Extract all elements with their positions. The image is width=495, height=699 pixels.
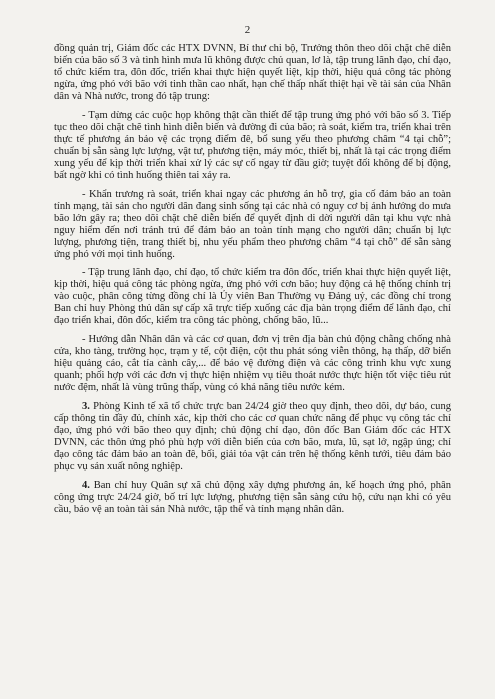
paragraph-item-3 — [54, 401, 451, 473]
paragraph-text: Phòng Kinh tế xã tổ chức trực ban 24/24 giờ theo quy định, theo dõi, dự báo, cung cấp thông tin đầy đủ, chính xác, kịp thời cho các cơ quan chức năng để phục vụ công tác chỉ đạo, ứng phó với bão theo quy định; chủ động chỉ đạo, đôn đốc Ban Giám đốc các HTX DVNN, các thôn ứng phó phù hợp với diễn biến của cơn bão, mưa, lũ, sạt lở, ngập úng; chỉ đạo công tác đảm bảo an toàn đê, bối, giải tỏa vật cản trên hệ thống kênh tưới, tiêu đảm bảo phục vụ sản xuất nông nghiệp. — [54, 400, 451, 472]
paragraph-text: - Tạm dừng các cuộc họp không thật cần thiết để tập trung ứng phó với bão số 3. Tiếp tục theo dõi chặt chẽ tình hình diễn biến và đường đi của bão; rà soát, kiểm tra, triển khai trên thực tế phương án bảo vệ các trọng điểm đê, bổ sung yếu theo phương châm “4 tại chỗ”; chuẩn bị sẵn sàng lực lượng, vật tư, phương tiện, máy móc, thiết bị, nhất là tại các trọng điểm xung yếu để kịp thời triển khai xử lý các sự cố ngay từ đầu giờ; tuyệt đối không để bị động, bất ngờ khi có tình huống thiên tai xảy ra. — [54, 109, 451, 181]
paragraph-bullet-evacuation — [54, 189, 451, 261]
paragraph-text: - Hướng dẫn Nhân dân và các cơ quan, đơn vị trên địa bàn chủ động chằng chống nhà cửa, kho tàng, trường học, trạm y tế, cột điện, cột thu phát sóng viễn thông, hạ thấp, dỡ biển hiệu quảng cáo, cắt tỉa cành cây,... để bảo vệ đường điện và các công trình khu vực xung quanh; phối hợp với các đơn vị thực hiện nhiệm vụ tiêu thoát nước thực hiện tốt việc tiêu rút nước đệm, nhất là vùng trũng thấp, vùng có khả năng tiêu nước kém. — [54, 334, 451, 394]
paragraph-bullet-suspend-meetings — [54, 110, 451, 182]
paragraph-text: - Khẩn trương rà soát, triển khai ngay các phương án hỗ trợ, gia cố đảm bảo an toàn tính mạng, tài sản cho người dân đang sinh sống tại các nhà có nguy cơ bị ảnh hưởng do mưa bão lớn gây ra; theo dõi chặt chẽ diễn biến để quyết định di dời người dân tại khu vực nhà nguy hiểm đến nơi tránh trú để đảm bảo an toàn tính mạng cho người dân; chuẩn bị lực lượng, phương tiện, trang thiết bị, nhu yếu phẩm theo phương châm “4 tại chỗ” để sẵn sàng ứng phó với mọi tình huống. — [54, 188, 451, 260]
item-number: 4. — [82, 479, 90, 491]
paragraph-text: - Tập trung lãnh đạo, chỉ đạo, tổ chức kiểm tra đôn đốc, triển khai thực hiện quyết liệt, kịp thời, hiệu quả công tác phòng ngừa, ứng phó với cơn bão; huy động cả hệ thống chính trị vào cuộc, phân công từng đồng chí là Ủy viên Ban Thường vụ Đảng uỷ, các đồng chí trong Ban chỉ huy Phòng thủ dân sự cấp xã trực tiếp xuống các địa bàn trọng điểm để lãnh đạo, chỉ đạo triển khai, đôn đốc, kiểm tra công tác phòng, chống bão, lũ... — [54, 267, 451, 327]
paragraph-bullet-leadership — [54, 267, 451, 327]
item-number: 3. — [82, 400, 90, 412]
paragraph-item-4 — [54, 480, 451, 516]
document-body — [54, 43, 451, 516]
paragraph-text: đồng quản trị, Giám đốc các HTX DVNN, Bí thư chi bộ, Trưởng thôn theo dõi chặt chẽ diễn biến của bão số 3 và tình hình mưa lũ không được chủ quan, lơ là, tập trung lãnh đạo, chỉ đạo, tổ chức kiểm tra, đôn đốc, triển khai thực hiện quyết liệt, kịp thời, hiệu quả công tác phòng ngừa, ứng phó với bão với tinh thần cao nhất, hạn chế thấp nhất thiệt hại về tài sản của Nhân dân và Nhà nước, trong đó tập trung: — [54, 43, 451, 103]
paragraph-bullet-guidance — [54, 334, 451, 394]
paragraph-intro-continuation — [54, 43, 451, 103]
page-number: 2 — [244, 24, 251, 36]
paragraph-text: Ban chỉ huy Quân sự xã chủ động xây dựng phương án, kế hoạch ứng phó, phân công ứng trực 24/24 giờ, bố trí lực lượng, phương tiện sẵn sàng cứu hộ, cứu nạn khi có yêu cầu, bảo vệ an toàn tài sản Nhà nước, tập thể và tính mạng nhân dân. — [54, 479, 451, 515]
